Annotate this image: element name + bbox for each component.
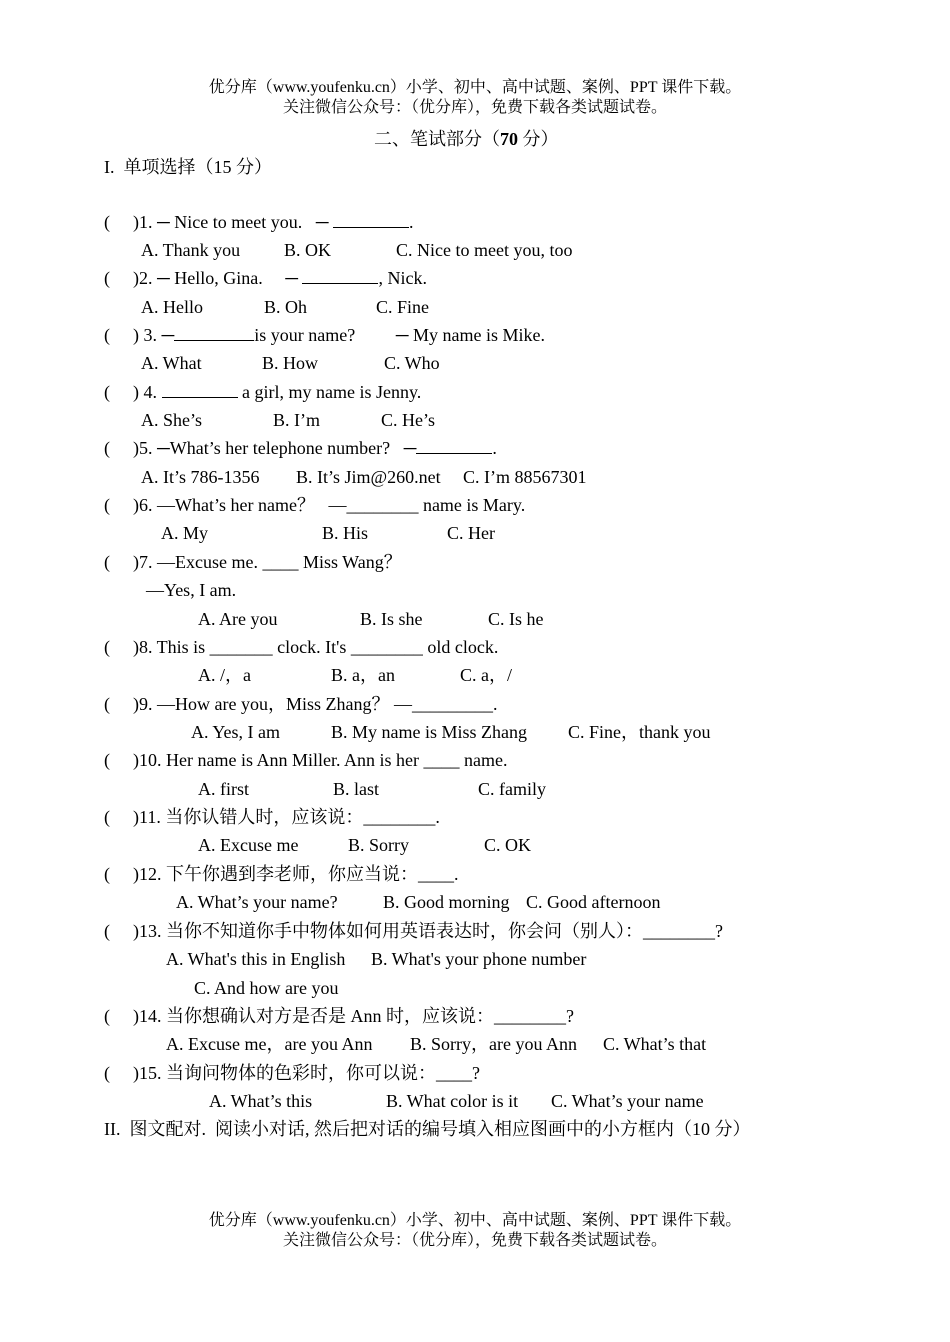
answer-blank [302,269,378,284]
answer-blank [174,326,254,341]
option-c: C. What’s your name [551,1091,704,1111]
option-c: C. Her [447,523,495,543]
option-b: B. Oh [264,297,308,317]
question-12: )12. 下午你遇到李老师，你应当说：____. [133,864,459,884]
option-b: B. Is she [360,609,423,629]
section-title-score: 70 [500,129,518,149]
option-b: B. What's your phone number [371,949,587,969]
question-1 [133,211,413,233]
question-9: )9. —How are you，Miss Zhang？ —_________. [133,694,498,714]
question-text: . [408,212,414,232]
answer-paren: ( [104,694,110,714]
answer-paren: ( [104,807,110,827]
option-a: A. Excuse me [198,835,299,855]
page-footer-line1: 优分库（www.youfenku.cn）小学、初中、高中试题、案例、PPT 课件下载。 [208,1212,742,1229]
question-text: ) 4. [133,382,162,402]
option-b: B. How [262,353,319,373]
question-8: )8. This is _______ clock. It's ________ old clock. [133,637,499,657]
answer-blank [333,213,409,228]
question-5 [133,437,497,459]
answer-paren: ( [104,1063,110,1083]
part1-title: I. 单项选择（15 分） [104,157,272,177]
answer-blank [416,439,492,454]
answer-paren: ( [104,438,110,458]
answer-paren: ( [104,637,110,657]
question-7: )7. —Excuse me. ____ Miss Wang？ [133,552,402,572]
answer-paren: ( [104,212,110,232]
option-a: A. What’s your name? [176,892,338,912]
answer-paren: ( [104,552,110,572]
option-b: B. My name is Miss Zhang [331,722,527,742]
question-3 [133,324,545,346]
answer-paren: ( [104,268,110,288]
option-c: C. Fine [376,297,430,317]
question-text: , Nick. [378,268,427,288]
question-text: )2. ─ Hello, Gina. ─ [133,268,303,288]
question-text: ) 3. ─ [133,325,175,345]
question-10: )10. Her name is Ann Miller. Ann is her ____ name. [133,750,508,770]
option-b: B. What color is it [386,1091,519,1111]
option-a: A. Hello [141,297,203,317]
answer-paren: ( [104,1006,110,1026]
answer-paren: ( [104,750,110,770]
option-b: B. a，an [331,665,395,685]
option-a: A. /，a [198,665,251,685]
option-c: C. What’s that [603,1034,707,1054]
answer-paren: ( [104,864,110,884]
option-c: C. Good afternoon [526,892,661,912]
question-13: )13. 当你不知道你手中物体如何用英语表达时，你会问（别人）：________? [133,921,723,941]
question-11: )11. 当你认错人时，应该说：________. [133,807,440,827]
page-header-line2: 关注微信公众号：（优分库），免费下载各类试题试卷。 [282,99,667,116]
option-c: C. Nice to meet you, too [396,240,573,260]
section-title-prefix: 二、笔试部分（ [374,129,500,149]
answer-paren: ( [104,921,110,941]
option-a: A. My [161,523,209,543]
option-c: C. I’m 88567301 [463,467,587,487]
option-a: A. Yes, I am [191,722,281,742]
option-c: C. Who [384,353,440,373]
answer-blank [162,383,238,398]
option-b: B. I’m [273,410,320,430]
option-a: A. Excuse me，are you Ann [166,1034,373,1054]
option-c: C. And how are you [194,978,339,998]
question-6: )6. —What’s her name？ —________ name is Mary. [133,495,526,515]
option-c: C. Fine，thank you [568,722,711,742]
question-2 [133,267,427,289]
option-c: C. Is he [488,609,544,629]
option-c: C. He’s [381,410,435,430]
option-b: B. Good morning [383,892,510,912]
question-text: )5. ─What’s her telephone number? ─ [133,438,417,458]
question-text: . [492,438,497,458]
section-title [374,128,559,150]
option-a: A. Thank you [141,240,241,260]
option-b: B. last [333,779,380,799]
option-b: B. It’s Jim@260.net [296,467,441,487]
option-a: A. It’s 786-1356 [141,467,260,487]
section-title-suffix: 分） [518,129,559,149]
question-7-reply: —Yes, I am. [146,580,237,600]
page-footer-line2: 关注微信公众号：（优分库），免费下载各类试题试卷。 [282,1232,667,1249]
option-a: A. What [141,353,202,373]
answer-paren: ( [104,495,110,515]
answer-paren: ( [104,382,110,402]
option-a: A. She’s [141,410,203,430]
option-b: B. Sorry，are you Ann [410,1034,577,1054]
question-4 [133,381,421,403]
option-b: B. His [322,523,369,543]
answer-paren: ( [104,325,110,345]
option-b: B. Sorry [348,835,410,855]
option-c: C. a，/ [460,665,512,685]
option-a: A. What's this in English [166,949,346,969]
page-header-line1: 优分库（www.youfenku.cn）小学、初中、高中试题、案例、PPT 课件下载。 [208,79,742,96]
question-text: )1. ─ Nice to meet you. ─ [133,212,333,232]
part2-title: II. 图文配对. 阅读小对话, 然后把对话的编号填入相应图画中的小方框内（10 分） [104,1119,751,1139]
option-c: C. family [478,779,546,799]
option-a: A. first [198,779,249,799]
question-14: )14. 当你想确认对方是否是 Ann 时，应该说：________? [133,1006,574,1026]
question-15: )15. 当询问物体的色彩时，你可以说：____? [133,1063,480,1083]
question-text: a girl, my name is Jenny. [237,382,422,402]
option-b: B. OK [284,240,332,260]
question-text: is your name? ─ My name is Mike. [254,325,545,345]
option-c: C. OK [484,835,532,855]
option-a: A. Are you [198,609,278,629]
option-a: A. What’s this [209,1091,313,1111]
